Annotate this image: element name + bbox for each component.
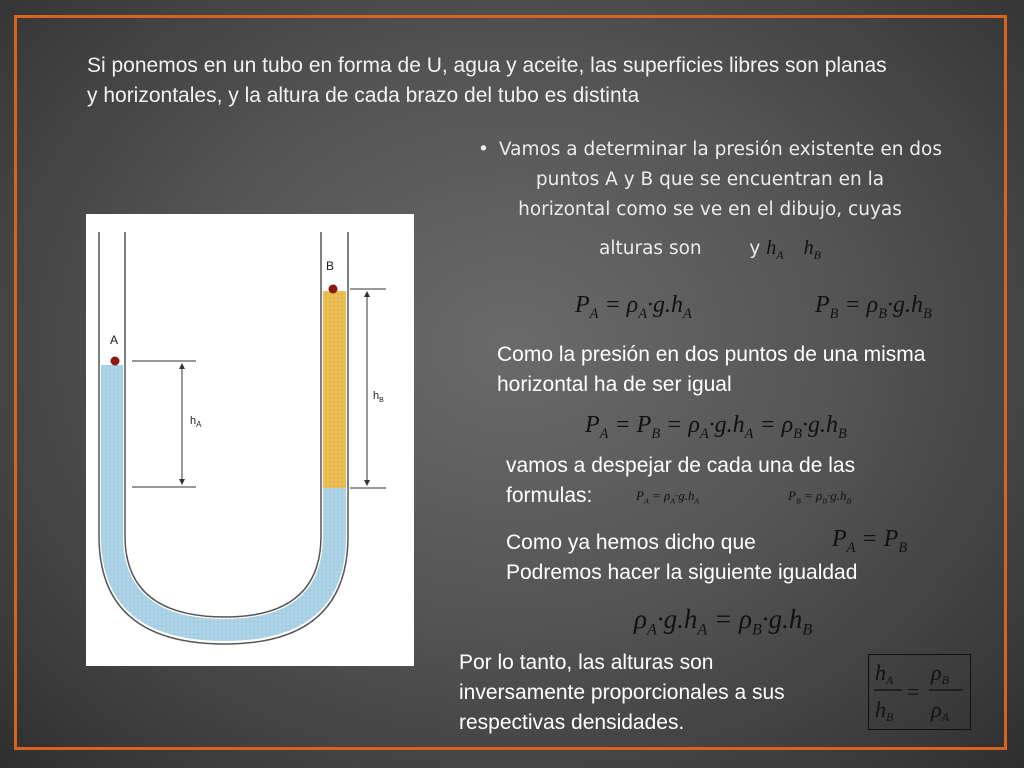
- svg-text:ρA: ρA: [931, 697, 949, 724]
- tube-inner-wall: [125, 232, 321, 617]
- formula-pa-equals-pb: $P_A = P_B = \rho_A\cdot g.h_A = \rho_B\cdot g.h_B$: [585, 412, 847, 442]
- hb-label: $h_B$: [373, 390, 384, 404]
- bullet-line-2: puntos A y B que se encuentran en la: [535, 169, 885, 190]
- text-ya-dicho: Como ya hemos dicho que Podremos hacer la siguiente igualdad: [506, 531, 858, 584]
- ratio-formula-box: [868, 654, 971, 730]
- text-conclusion: Por lo tanto, las alturas son inversamente proporcionales a sus respectivas densidades.: [459, 651, 785, 734]
- bullet-line-1: • Vamos a determinar la presión existente en dos: [477, 139, 943, 160]
- bullet-line-4: alturas son y $h_A$ $h_B$: [599, 237, 821, 262]
- bullet-paragraph: [440, 135, 980, 270]
- svg-text:=: =: [907, 679, 920, 704]
- formula-density-equality: $\rho_A\cdot g.h_A = \rho_B\cdot g.h_B$: [634, 604, 813, 639]
- u-tube-diagram: [86, 214, 414, 666]
- formula-pa-eq-pb: $P_A = P_B$: [832, 526, 908, 556]
- svg-text:hB: hB: [875, 697, 894, 724]
- formula-pb: $P_B = \rho_B\cdot g.h_B$: [815, 292, 932, 322]
- formula-pb-small: $P_B = \rho_B\cdot g.h_B$: [788, 488, 852, 506]
- u-tube-figure: [86, 214, 414, 666]
- label-a: A: [110, 333, 119, 347]
- text-despejar: vamos a despejar de cada una de las formulas:: [506, 454, 856, 507]
- text-equal-horizontal: Como la presión en dos puntos de una misma horizontal ha de ser igual: [497, 343, 926, 396]
- formula-pa: $P_A = \rho_A\cdot g.h_A$: [575, 292, 692, 322]
- ratio-formula: [869, 655, 970, 729]
- label-b: B: [326, 259, 335, 273]
- bullet-dot: •: [477, 139, 489, 160]
- svg-text:ρB: ρB: [931, 660, 949, 687]
- point-a-marker: [111, 357, 120, 366]
- point-b-marker: [329, 285, 338, 294]
- ha-label: $h_A$: [190, 415, 202, 429]
- bullet-line-3: horizontal como se ve en el dibujo, cuyas: [518, 199, 902, 220]
- svg-text:hA: hA: [875, 660, 894, 687]
- formula-pa-small: $P_A = \rho_A\cdot g.h_A$: [636, 488, 700, 506]
- height-variables: $h_A$ $h_B$: [766, 237, 821, 262]
- intro-text: Si ponemos en un tubo en forma de U, agua y aceite, las superficies libres son planas y horizontales, y la altura de cada brazo del tubo es distinta: [87, 54, 887, 107]
